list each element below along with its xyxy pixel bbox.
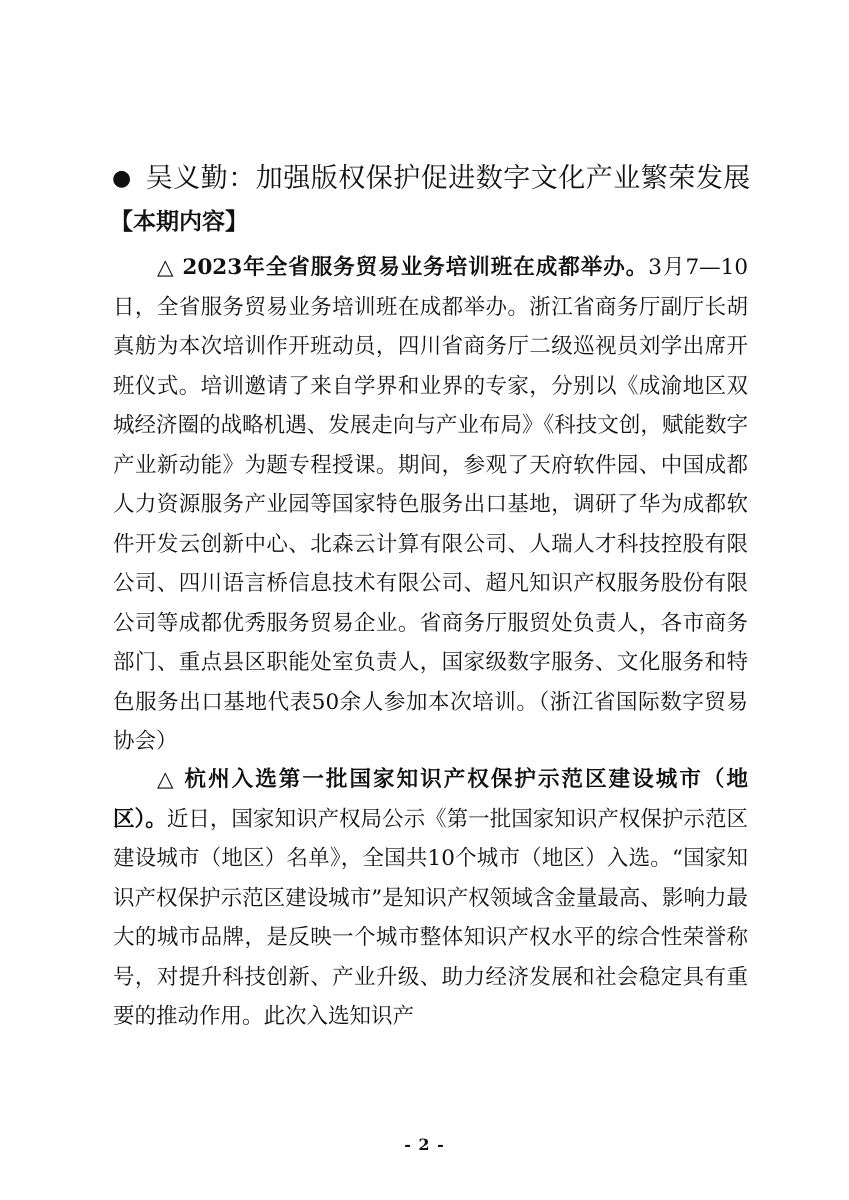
article-headline: 2023年全省服务贸易业务培训班在成都举办。: [182, 255, 649, 280]
section-label: 【本期内容】: [110, 209, 248, 235]
article-body: 近日，国家知识产权局公示《第一批国家知识产权保护示范区建设城市（地区）名单》，全国共10个城市（地区）入选。“国家知识产权保护示范区建设城市”是知识产权领域含金量最高、影响力最大的城市品牌，是反映一个城市整体知识产权水平的综合性荣誉称号，对提升科技创新、产业升级、助力经济发展和社会稳定具有重要的推动作用。此次入选知识产: [113, 806, 748, 1029]
page-number: - 2 -: [404, 1135, 445, 1154]
article-body: 3月7—10日，全省服务贸易业务培训班在成都举办。浙江省商务厅副厅长胡真舫为本次培训作开班动员，四川省商务厅二级巡视员刘学出席开班仪式。培训邀请了来自学界和业界的专家，分别以《成渝地区双城经济圈的战略机遇、发展走向与产业布局》《科技文创，赋能数字产业新动能》为题专程授课。期间，参观了天府软件园、中国成都人力资源服务产业园等国家特色服务出口基地，调研了华为成都软件开发云创新中心、北森云计算有限公司、人瑞人才科技控股有限公司、四川语言桥信息技术有限公司、超凡知识产权服务股份有限公司等成都优秀服务贸易企业。省商务厅服贸处负责人，各市商务部门、重点县区职能处室负责人，国家级数字服务、文化服务和特色服务出口基地代表50余人参加本次培训。（浙江省国际数字贸易协会）: [113, 255, 749, 754]
article-headline: 杭州入选第一批国家知识产权保护示范区建设城市（地区）。: [113, 767, 748, 832]
article-marker: △: [157, 767, 176, 792]
featured-headline-text: 吴义勤：加强版权保护促进数字文化产业繁荣发展: [145, 163, 751, 194]
article-paragraph: [113, 248, 748, 762]
featured-headline: [112, 157, 752, 201]
article-marker: △: [157, 255, 175, 280]
bullet-icon: ●: [112, 166, 132, 191]
article-paragraph: [113, 760, 748, 1037]
